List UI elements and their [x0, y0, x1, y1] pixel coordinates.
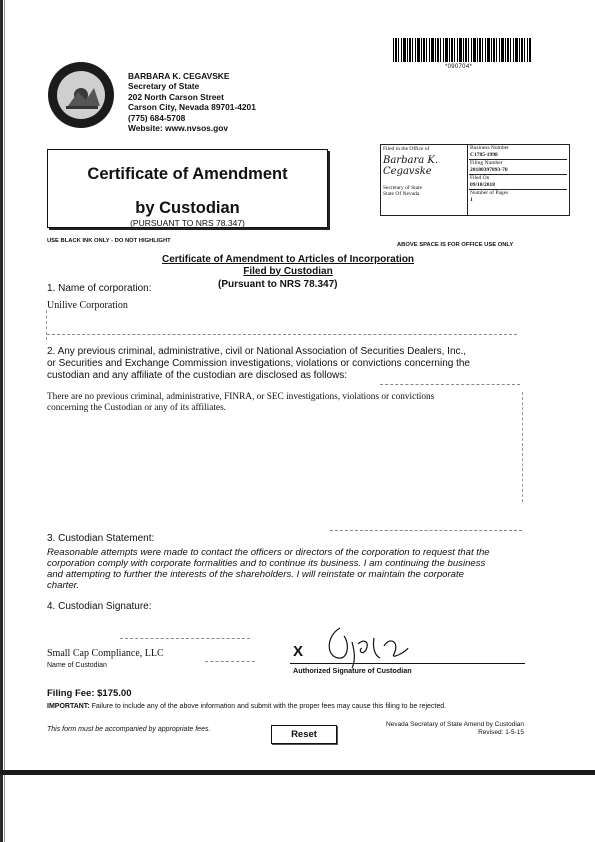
filing-number: 20180397893-70	[470, 167, 508, 173]
form-name: Nevada Secretary of State Amend by Custodian	[385, 721, 524, 728]
signature-line	[290, 663, 525, 664]
secretary-website: Website: www.nvsos.gov	[128, 123, 229, 134]
scan-edge	[0, 0, 3, 842]
section2-label-line1: 2. Any previous criminal, administrative, civil or National Association of Securities Dealers, Inc.,	[47, 346, 467, 357]
section1-label: 1. Name of corporation:	[47, 283, 152, 294]
section2-field-edge	[522, 392, 523, 502]
sec-label-2: State Of Nevada	[383, 191, 420, 197]
statement-line1: Reasonable attempts were made to contact the officers or directors of the corporation to request that the	[47, 547, 490, 558]
signature-caption: Authorized Signature of Custodian	[293, 666, 412, 675]
secretary-phone: (775) 684-5708	[128, 112, 186, 123]
section3-label: 3. Custodian Statement:	[47, 533, 155, 544]
name-top-divider	[120, 638, 250, 639]
form-title-sub: (PURSUANT TO NRS 78.347)	[130, 218, 245, 228]
secretary-street: 202 North Carson Street	[128, 91, 224, 102]
form-footer-info	[384, 721, 524, 737]
business-number-label: Business Number	[470, 145, 509, 151]
form-title-line1: Certificate of Amendment	[87, 165, 288, 183]
filed-label: Filed in the Office of	[383, 146, 430, 152]
state-seal-icon	[48, 62, 114, 128]
section2-top-divider	[380, 384, 520, 385]
sec-label-1: Secretary of State	[383, 185, 423, 191]
signature-x-mark: X	[293, 643, 304, 660]
filed-on-label: Filed On	[470, 175, 490, 181]
heading-line2: Filed by Custodian	[243, 265, 333, 277]
ink-note: USE BLACK INK ONLY - DO NOT HIGHLIGHT	[47, 238, 171, 244]
barcode-number: *090704*	[445, 64, 473, 70]
custodian-name-field[interactable]: Small Cap Compliance, LLC	[47, 648, 164, 659]
disclosure-line2: concerning the Custodian or any of its affiliates.	[47, 403, 227, 413]
disclosure-line1: There are no previous criminal, administrative, FINRA, or SEC investigations, violations or convictions	[47, 392, 435, 402]
statement-line3: and attempting to further the interests of the shareholders. I will reinstate or maintain the corporate	[47, 569, 465, 580]
secretary-info	[128, 71, 256, 133]
form-heading	[100, 254, 476, 277]
filing-fee: Filing Fee: $175.00	[47, 688, 132, 699]
section2-label-line3: custodian and any affiliate of the custodian are disclosed as follows:	[47, 370, 347, 381]
important-notice	[47, 703, 446, 710]
form-title-line2: by Custodian	[135, 199, 240, 217]
section2-bottom-divider	[330, 530, 522, 531]
office-use-note: ABOVE SPACE IS FOR OFFICE USE ONLY	[397, 242, 514, 248]
section1-divider	[47, 334, 517, 335]
section4-label: 4. Custodian Signature:	[47, 601, 152, 612]
scan-bottom-edge	[0, 770, 595, 775]
name-underline	[205, 661, 255, 662]
corporation-name-field[interactable]: Unilive Corporation	[47, 300, 128, 311]
statement-line2: corporation comply with corporate formalities and to continue its business. I am continuing the business	[47, 558, 486, 569]
office-use-box	[380, 144, 570, 216]
reset-button[interactable]: Reset	[271, 725, 337, 744]
business-number: C1785-1998	[470, 152, 498, 158]
form-title-box	[47, 149, 328, 228]
scan-edge-shadow	[4, 0, 5, 842]
filing-number-label: Filing Number	[470, 160, 503, 166]
heading-line1: Certificate of Amendment to Articles of Incorporation	[161, 254, 415, 265]
section1-field-edge	[46, 310, 47, 340]
secretary-title: Secretary of State	[128, 81, 200, 92]
disclosure-field[interactable]	[47, 392, 434, 414]
barcode	[393, 38, 531, 62]
custodian-name-caption: Name of Custodian	[47, 662, 107, 669]
important-label: IMPORTANT:	[47, 703, 90, 710]
heading-line3: (Pursuant to NRS 78.347)	[218, 279, 338, 290]
section2-label-line2: or Securities and Exchange Commission investigations, violations or convictions concerning the	[47, 358, 470, 369]
secretary-city: Carson City, Nevada 89701-4201	[128, 102, 256, 113]
important-text: Failure to include any of the above information and submit with the proper fees may cause this filing to be rejected.	[91, 703, 447, 710]
secretary-signature: Barbara K. Cegavske	[383, 155, 439, 177]
section2-label	[47, 346, 470, 382]
form-revised: Revised: 1-5-15	[478, 729, 524, 736]
statement-line4: charter.	[47, 580, 80, 591]
secretary-name: BARBARA K. CEGAVSKE	[128, 71, 230, 81]
custodian-statement	[47, 547, 527, 591]
fees-note: This form must be accompanied by appropriate fees.	[47, 726, 211, 733]
pages: 1	[470, 197, 473, 203]
filed-on: 09/10/2018	[470, 182, 496, 188]
pages-label: Number of Pages	[470, 190, 509, 196]
